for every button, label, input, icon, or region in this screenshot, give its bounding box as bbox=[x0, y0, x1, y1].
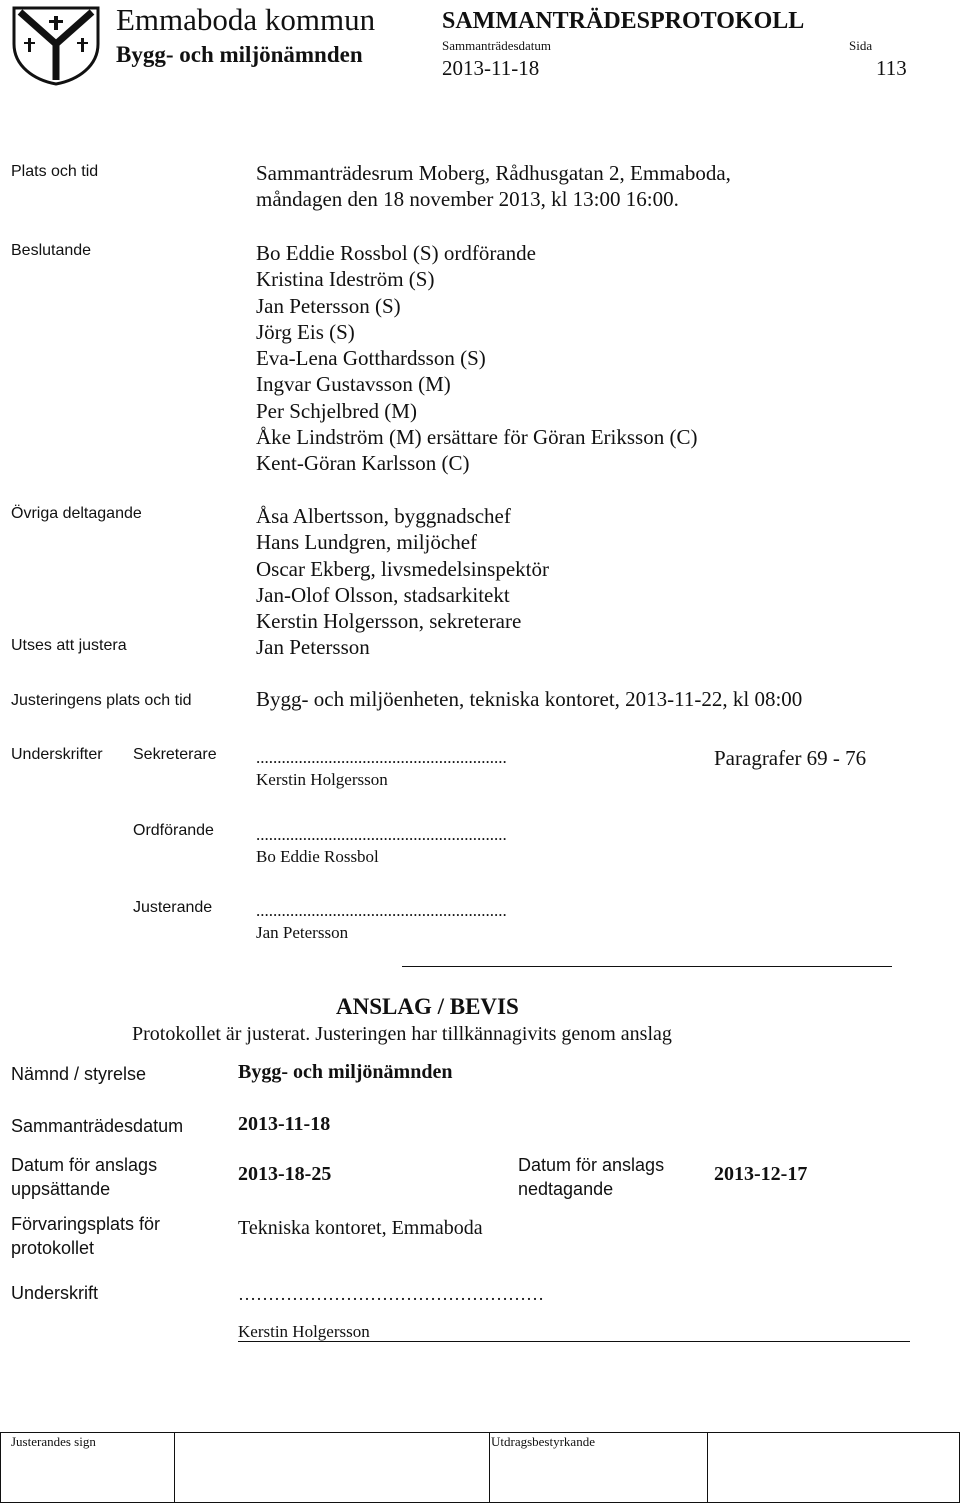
notice-date-value: 2013-11-18 bbox=[238, 1113, 331, 1135]
board-value: Bygg- och miljönämnden bbox=[238, 1061, 453, 1083]
board-label: Nämnd / styrelse bbox=[11, 1064, 147, 1084]
adjustment-place-label: Justeringens plats och tid bbox=[11, 692, 192, 709]
adjuster-label: Utses att justera bbox=[11, 637, 127, 654]
notice-date-label: Sammanträdesdatum bbox=[11, 1116, 184, 1136]
decision-makers-label: Beslutande bbox=[11, 242, 92, 259]
list-item: Kent-Göran Karlsson (C) bbox=[256, 451, 470, 476]
list-item: Bo Eddie Rossbol (S) ordförande bbox=[256, 241, 536, 265]
storage-label: Förvaringsplats för protokollet bbox=[11, 1214, 161, 1258]
secretary-signature-line: ........................................................... bbox=[256, 748, 507, 767]
list-item: Per Schjelbred (M) bbox=[256, 398, 417, 423]
chair-signature-line: ........................................................... bbox=[256, 825, 507, 844]
list-item: Hans Lundgren, miljöchef bbox=[256, 530, 478, 555]
footer-divider bbox=[489, 1432, 490, 1503]
adjustment-place-value: Bygg- och miljöenheten, tekniska kontoret, 2013-11-22, kl 08:00 bbox=[256, 687, 803, 711]
footer-left-border bbox=[0, 1432, 1, 1503]
footer-top-rule bbox=[0, 1432, 960, 1433]
adjuster-signature-line: ........................................................... bbox=[256, 901, 507, 920]
list-item: Åsa Albertsson, byggnadschef bbox=[256, 504, 511, 528]
notice-title: ANSLAG / BEVIS bbox=[336, 994, 519, 1019]
other-participants-label: Övriga deltagande bbox=[11, 505, 142, 522]
place-line: Sammanträdesrum Moberg, Rådhusgatan 2, Emmaboda, bbox=[256, 161, 731, 185]
secretary-name: Kerstin Holgersson bbox=[256, 770, 388, 789]
page-number: 113 bbox=[876, 56, 907, 80]
notice-subtitle: Protokollet är justerat. Justeringen har tillkännagivits genom anslag bbox=[132, 1023, 672, 1045]
storage-value: Tekniska kontoret, Emmaboda bbox=[238, 1217, 483, 1239]
signature-label: Underskrift bbox=[11, 1283, 99, 1303]
list-item: Jörg Eis (S) bbox=[256, 319, 355, 344]
meeting-date-label: Sammanträdesdatum bbox=[442, 38, 552, 53]
list-item: Oscar Ekberg, livsmedelsinspektör bbox=[256, 556, 549, 581]
paragraphs-range: Paragrafer 69 - 76 bbox=[714, 746, 867, 770]
signature-name: Kerstin Holgersson bbox=[238, 1322, 370, 1341]
section-divider bbox=[402, 966, 892, 967]
footer-divider bbox=[707, 1432, 708, 1503]
list-item: Kristina Ideström (S) bbox=[256, 267, 435, 292]
organization-name: Emmaboda kommun bbox=[116, 2, 376, 37]
page-label: Sida bbox=[849, 38, 873, 53]
meeting-date-value: 2013-11-18 bbox=[442, 56, 540, 80]
list-item: Åke Lindström (M) ersättare för Göran Eriksson (C) bbox=[256, 425, 698, 450]
list-item: Ingvar Gustavsson (M) bbox=[256, 372, 451, 397]
posted-date-label: Datum för anslags uppsättande bbox=[11, 1155, 158, 1199]
list-item: Eva-Lena Gotthardsson (S) bbox=[256, 346, 486, 371]
secretary-label: Sekreterare bbox=[133, 746, 217, 763]
signature-underline bbox=[238, 1341, 910, 1342]
decision-makers-list bbox=[256, 240, 697, 477]
footer-divider bbox=[174, 1432, 175, 1503]
posted-date-value: 2013-18-25 bbox=[238, 1163, 332, 1185]
footer-bottom-rule bbox=[0, 1502, 960, 1503]
chair-label: Ordförande bbox=[133, 822, 214, 839]
chair-name: Bo Eddie Rossbol bbox=[256, 847, 379, 866]
signatures-label: Underskrifter bbox=[11, 746, 103, 763]
signature-line: …………………………………………… bbox=[238, 1284, 544, 1304]
organization-unit: Bygg- och miljönämnden bbox=[116, 42, 363, 67]
adjuster-sign-label: Justerandes sign bbox=[11, 1434, 96, 1449]
municipal-coat-of-arms-logo bbox=[6, 4, 106, 86]
removed-date-label: Datum för anslags nedtagande bbox=[518, 1155, 665, 1199]
place-time-value bbox=[256, 160, 731, 213]
place-line: måndagen den 18 november 2013, kl 13:00 16:00. bbox=[256, 187, 679, 212]
certification-label: Utdragsbestyrkande bbox=[491, 1434, 595, 1449]
list-item: Kerstin Holgersson, sekreterare bbox=[256, 609, 522, 634]
other-participants-list bbox=[256, 503, 549, 661]
list-item: Jan Petersson (S) bbox=[256, 293, 401, 318]
removed-date-value: 2013-12-17 bbox=[714, 1163, 808, 1185]
adjuster-name: Jan Petersson bbox=[256, 923, 349, 942]
place-time-label: Plats och tid bbox=[11, 163, 99, 180]
document-title: SAMMANTRÄDESPROTOKOLL bbox=[442, 8, 805, 34]
list-item: Jan-Olof Olsson, stadsarkitekt bbox=[256, 582, 510, 607]
adjuster-signature-label: Justerande bbox=[133, 899, 213, 916]
list-item: Jan Petersson bbox=[256, 635, 370, 660]
